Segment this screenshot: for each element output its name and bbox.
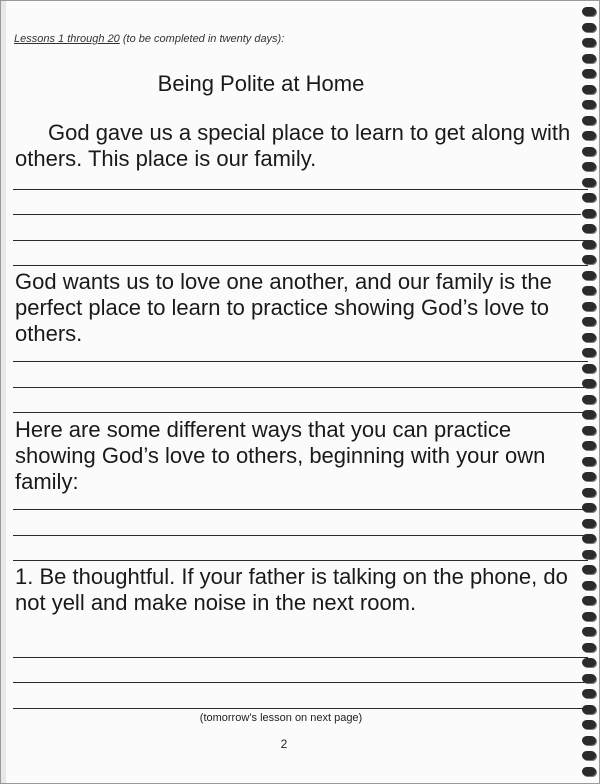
spiral-coil — [582, 7, 596, 16]
spiral-coil — [582, 131, 596, 140]
spiral-coil — [582, 410, 596, 419]
spiral-coil — [582, 596, 596, 605]
spiral-coil — [582, 38, 596, 47]
spiral-coil — [582, 503, 596, 512]
page-edge — [1, 1, 6, 784]
spiral-coil — [582, 658, 596, 667]
writing-line[interactable] — [13, 560, 588, 561]
spiral-coil — [582, 550, 596, 559]
lesson-range: Lessons 1 through 20 — [14, 33, 120, 45]
writing-line[interactable] — [13, 535, 588, 536]
spiral-coil — [582, 162, 596, 171]
spiral-coil — [582, 705, 596, 714]
writing-line[interactable] — [13, 214, 581, 215]
spiral-coil — [582, 255, 596, 264]
writing-line[interactable] — [13, 240, 588, 241]
spiral-coil — [582, 364, 596, 373]
spiral-coil — [582, 627, 596, 636]
spiral-coil — [582, 519, 596, 528]
spiral-coil — [582, 317, 596, 326]
spiral-coil — [582, 69, 596, 78]
spiral-coil — [582, 286, 596, 295]
spiral-coil — [582, 333, 596, 342]
spiral-coil — [582, 54, 596, 63]
writing-line[interactable] — [13, 509, 588, 510]
spiral-coil — [582, 488, 596, 497]
spiral-coil — [582, 581, 596, 590]
lesson-range-note: (to be completed in twenty days): — [119, 33, 285, 45]
spiral-coil — [582, 457, 596, 466]
spiral-binding — [575, 1, 599, 784]
spiral-coil — [582, 689, 596, 698]
writing-line[interactable] — [13, 265, 588, 266]
spiral-coil — [582, 209, 596, 218]
spiral-coil — [582, 147, 596, 156]
writing-line[interactable] — [13, 657, 588, 658]
spiral-coil — [582, 100, 596, 109]
page-number: 2 — [280, 737, 288, 751]
spiral-coil — [582, 116, 596, 125]
spiral-coil — [582, 271, 596, 280]
spiral-coil — [582, 224, 596, 233]
writing-line[interactable] — [13, 387, 588, 388]
spiral-coil — [582, 23, 596, 32]
writing-line[interactable] — [13, 682, 588, 683]
spiral-coil — [582, 612, 596, 621]
writing-line[interactable] — [13, 412, 588, 413]
writing-line[interactable] — [13, 708, 588, 709]
spiral-coil — [582, 178, 596, 187]
spiral-coil — [582, 426, 596, 435]
paragraph-thoughtful: 1. Be thoughtful. If your father is talking on the phone, do not yell and make noise in the next room. — [15, 564, 568, 615]
page-title: Being Polite at Home — [157, 71, 365, 96]
spiral-coil — [582, 379, 596, 388]
spiral-coil — [582, 720, 596, 729]
spiral-coil — [582, 643, 596, 652]
spiral-coil — [582, 736, 596, 745]
spiral-coil — [582, 674, 596, 683]
spiral-coil — [582, 472, 596, 481]
spiral-coil — [582, 302, 596, 311]
spiral-coil — [582, 767, 596, 776]
spiral-coil — [582, 441, 596, 450]
writing-line[interactable] — [13, 361, 588, 362]
spiral-coil — [582, 534, 596, 543]
writing-line[interactable] — [13, 189, 588, 190]
spiral-coil — [582, 240, 596, 249]
spiral-coil — [582, 85, 596, 94]
spiral-coil — [582, 395, 596, 404]
spiral-coil — [582, 751, 596, 760]
paragraph-ways: Here are some different ways that you can practice showing God’s love to others, beginning with your own family: — [15, 417, 546, 494]
next-lesson-note: (tomorrow’s lesson on next page) — [199, 712, 363, 724]
spiral-coil — [582, 348, 596, 357]
spiral-coil — [582, 565, 596, 574]
paragraph-family: God gave us a special place to learn to get along with others. This place is our family. — [15, 120, 571, 171]
lesson-range-header — [14, 33, 284, 45]
spiral-coil — [582, 193, 596, 202]
paragraph-love: God wants us to love one another, and our family is the perfect place to learn to practice showing God’s love to others. — [15, 269, 552, 346]
